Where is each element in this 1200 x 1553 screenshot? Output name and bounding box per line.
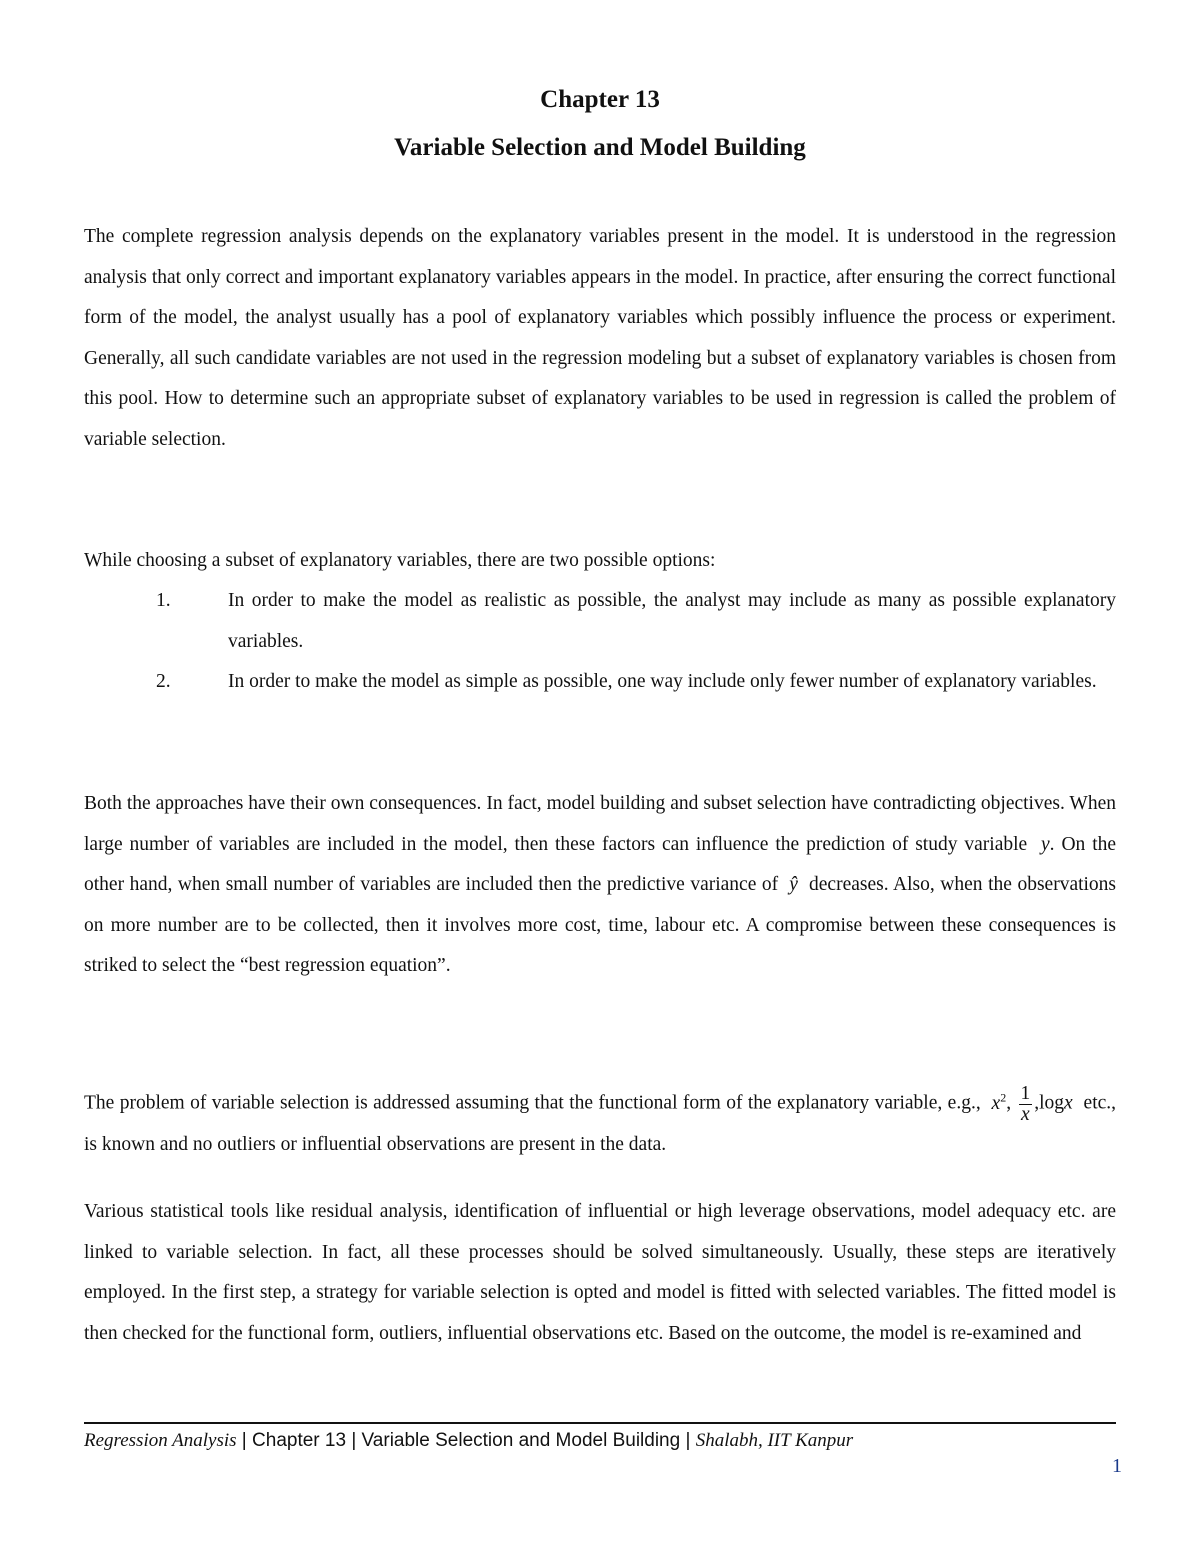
math-yhat: ŷ [789,874,798,895]
consequences-text-b: . On the other hand, when small number of variables are included then the predictive variance of [84,833,1117,895]
paragraph-functional-form: The problem of variable selection is addressed assuming that the functional form of the explanatory variable, e.g., $x^2$, $\frac{1}{x}$ ,logx etc., is known and no outliers or influential observations are present in the data. [84,1082,1117,1155]
consequences-text-c: decreases. Also, when the observations on more number are to be collected, then it involves more cost, time, labour etc. A compromise between these consequences is striked to select the “best regression equation”. [84,874,1117,976]
consequences-text-a: Both the approaches have their own consequences. In fact, model building and subset selection have contradicting objectives. When large number of variables are included in the model, then these factors can influence the prediction of study variable [84,793,1116,855]
math-fraction: $\frac{1}{x}$ [1020,1082,1031,1125]
page-footer: Regression Analysis | Chapter 13 | Variable Selection and Model Building | Shalabh, IIT Kanpur [84,1430,854,1451]
list-number: 1. [156,590,171,611]
paragraph-tools: Various statistical tools like residual analysis, identification of influential or high leverage observations, model adequacy etc. are linked to variable selection. In fact, all these processes should be solved simultaneously. Usually, these steps are iteratively employed. In the first step, a strategy for variable selection is opted and model is fitted with selected variables. The fitted model is then checked for the functional form, outliers, influential observations etc. Based on the outcome, the model is re-examined and [84,1201,1116,1344]
list-number: 2. [156,671,171,692]
list-text: In order to make the model as realistic as possible, the analyst may include as many as possible explanatory variables. [228,590,1116,652]
paragraph-consequences [84,784,1116,987]
footer-book: Regression Analysis [84,1430,237,1451]
footer-chapter: Chapter 13 [252,1430,347,1451]
functional-text-b: etc., is known and no outliers or influential observations are present in the data. [84,1092,1117,1155]
math-x-squared: $x^2$ [991,1090,1007,1114]
page-number: 1 [1112,1455,1122,1477]
math-log: ,log [1034,1092,1065,1114]
footer-author: Shalabh, IIT Kanpur [695,1430,854,1451]
functional-text-a: The problem of variable selection is addressed assuming that the functional form of the explanatory variable, e.g., [84,1092,981,1114]
chapter-title: Variable Selection and Model Building [394,134,806,161]
paragraph-options: While choosing a subset of explanatory variables, there are two possible options: [84,550,716,571]
footer-divider [84,1422,1116,1424]
list-text: In order to make the model as simple as possible, one way include only fewer number of explanatory variables. [228,671,1097,692]
footer-chapter-title: Variable Selection and Model Building [361,1430,681,1451]
chapter-number: Chapter 13 [540,86,660,113]
paragraph-intro: The complete regression analysis depends on the explanatory variables present in the model. It is understood in the regression analysis that only correct and important explanatory variables appears in the model. In practice, after ensuring the correct functional form of the model, the analyst usually has a pool of explanatory variables which possibly influence the process or experiment. Generally, all such candidate variables are not used in the regression modeling but a subset of explanatory variables is chosen from this pool. How to determine such an appropriate subset of explanatory variables to be used in regression is called the problem of variable selection. [84,226,1116,450]
math-y: y [1041,833,1050,855]
